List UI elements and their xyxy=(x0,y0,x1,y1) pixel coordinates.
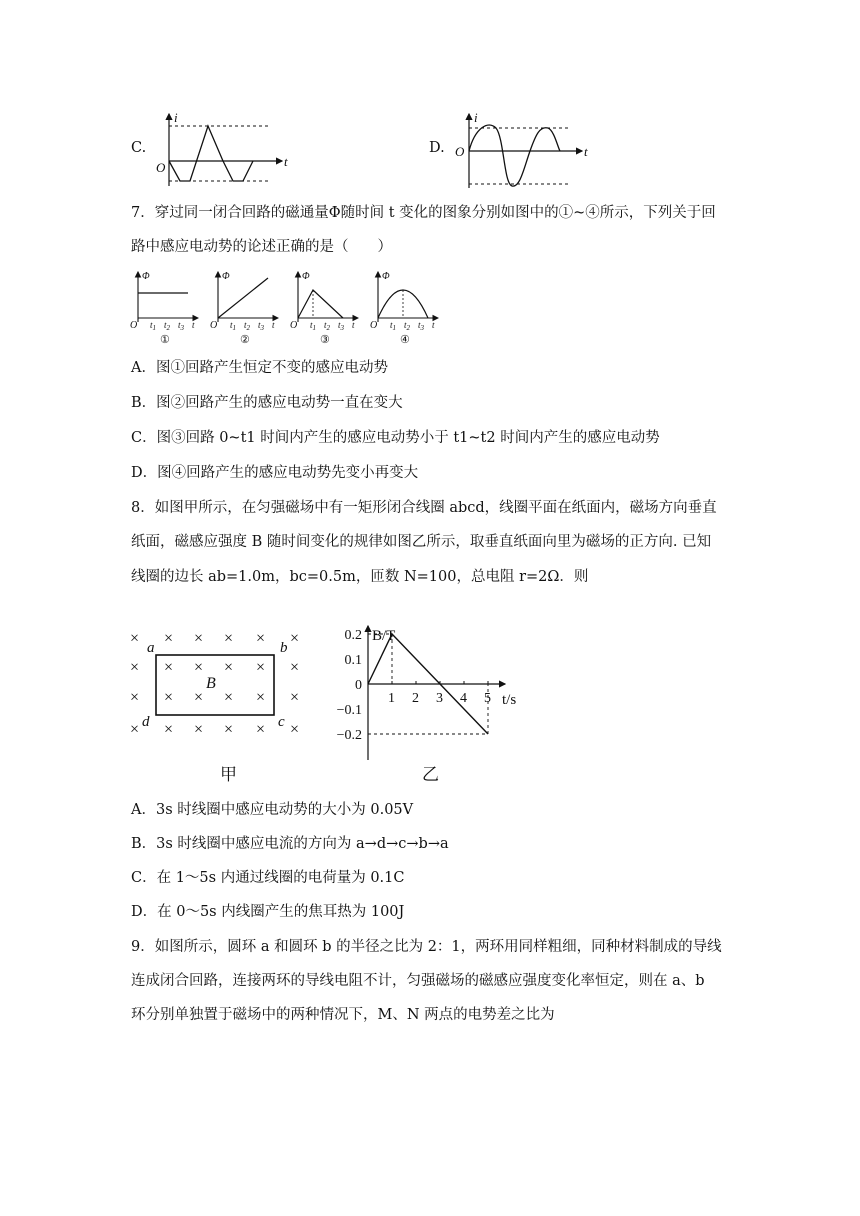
svg-text:×: × xyxy=(290,721,300,738)
flux-graph-1 xyxy=(130,271,198,346)
svg-text:×: × xyxy=(256,689,266,706)
svg-text:×: × xyxy=(256,630,266,647)
svg-text:×: × xyxy=(290,630,300,647)
coil-label-d: d xyxy=(142,714,150,730)
y-tick-label: 0.1 xyxy=(344,653,362,668)
q8-line1: 8．如图甲所示，在匀强磁场中有一矩形闭合线圈 abcd，线圈平面在纸面内，磁场方向垂直 xyxy=(131,500,717,516)
q8-option-a: A．3s 时线圈中感应电动势的大小为 0.05V xyxy=(131,802,414,818)
svg-text:t2: $t_2$ xyxy=(244,320,251,332)
svg-text:×: × xyxy=(224,659,234,676)
svg-text:O: O xyxy=(370,320,378,331)
svg-text:t1: $t_1$ xyxy=(230,320,237,332)
svg-text:Φ: Φ xyxy=(142,271,150,282)
y-tick-label: −0.1 xyxy=(336,703,362,718)
svg-text:×: × xyxy=(194,630,204,647)
coil-label-B: B xyxy=(206,675,216,692)
svg-text:×: × xyxy=(194,721,204,738)
option-d-label: D. xyxy=(429,140,445,156)
svg-text:t2: $t_2$ xyxy=(404,320,411,332)
svg-text:×: × xyxy=(164,689,174,706)
q9-line2: 连成闭合回路，连接两环的导线电阻不计，匀强磁场的磁感应强度变化率恒定，则在 a、b xyxy=(131,973,705,989)
q7-option-c: C．图③回路 0~t1 时间内产生的感应电动势小于 t1~t2 时间内产生的感应电动势 xyxy=(131,430,660,446)
c-axis-t: t xyxy=(284,154,288,169)
svg-text:×: × xyxy=(224,689,234,706)
svg-text:t3: $t_3$ xyxy=(258,320,265,332)
q9-line1: 9．如图所示，圆环 a 和圆环 b 的半径之比为 2：1，两环用同样粗细，同种材料制成的导线 xyxy=(131,939,722,955)
flux-graph-4-label: ④ xyxy=(400,334,410,346)
svg-text:×: × xyxy=(164,721,174,738)
x-tick-label: 2 xyxy=(412,691,419,706)
svg-text:t3: $t_3$ xyxy=(338,320,345,332)
y-tick-label: 0 xyxy=(355,678,362,693)
svg-text:×: × xyxy=(130,721,140,738)
flux-graph-4 xyxy=(370,271,438,346)
fig-caption-right: 乙 xyxy=(422,765,439,784)
d-axis-i: i xyxy=(474,110,478,125)
b-t-chart xyxy=(330,620,530,785)
svg-text:×: × xyxy=(130,659,140,676)
fig-caption-left: 甲 xyxy=(220,765,237,784)
coil-label-b: b xyxy=(280,640,288,656)
svg-text:Φ: Φ xyxy=(222,271,230,282)
svg-text:×: × xyxy=(164,659,174,676)
y-axis-label: B/T xyxy=(372,628,396,644)
svg-text:O: O xyxy=(130,320,138,331)
svg-text:×: × xyxy=(290,689,300,706)
coil-label-c: c xyxy=(278,714,285,730)
q8-option-c: C．在 1～5s 内通过线圈的电荷量为 0.1C xyxy=(131,870,405,886)
q9-line3: 环分别单独置于磁场中的两种情况下，M、N 两点的电势差之比为 xyxy=(131,1007,555,1023)
svg-text:×: × xyxy=(194,659,204,676)
svg-text:×: × xyxy=(164,630,174,647)
svg-text:×: × xyxy=(256,659,266,676)
svg-text:×: × xyxy=(194,689,204,706)
svg-text:O: O xyxy=(290,320,298,331)
q7-flux-graphs xyxy=(128,266,448,346)
svg-text:Φ: Φ xyxy=(382,271,390,282)
svg-text:×: × xyxy=(224,721,234,738)
q8-option-b: B．3s 时线圈中感应电流的方向为 a→d→c→b→a xyxy=(131,836,449,852)
x-tick-label: 5 xyxy=(484,691,491,706)
svg-text:×: × xyxy=(224,630,234,647)
svg-text:t1: $t_1$ xyxy=(150,320,157,332)
svg-text:×: × xyxy=(130,689,140,706)
svg-text:t3: $t_3$ xyxy=(418,320,425,332)
x-tick-label: 3 xyxy=(436,691,443,706)
flux-graph-3 xyxy=(290,271,358,346)
c-origin: O xyxy=(156,160,166,175)
option-d-graph xyxy=(450,108,600,190)
svg-text:t: t xyxy=(432,320,435,330)
svg-text:t2: $t_2$ xyxy=(324,320,331,332)
svg-text:t2: $t_2$ xyxy=(164,320,171,332)
option-c-label: C. xyxy=(131,140,147,156)
svg-text:t1: $t_1$ xyxy=(390,320,397,332)
svg-text:Φ: Φ xyxy=(302,271,310,282)
svg-text:t3: $t_3$ xyxy=(178,320,185,332)
svg-text:t: t xyxy=(272,320,275,330)
svg-text:×: × xyxy=(290,659,300,676)
q7-line1: 7．穿过同一闭合回路的磁通量Φ随时间 t 变化的图象分别如图中的①~④所示，下列关于回 xyxy=(131,205,716,221)
svg-text:×: × xyxy=(256,721,266,738)
c-axis-i: i xyxy=(174,110,178,125)
q7-option-a: A．图①回路产生恒定不变的感应电动势 xyxy=(131,360,388,376)
x-axis-label: t/s xyxy=(502,692,517,708)
flux-graph-3-label: ③ xyxy=(320,334,330,346)
q7-line2: 路中感应电动势的论述正确的是（ ） xyxy=(131,239,392,255)
q8-line2: 纸面，磁感应强度 B 随时间变化的规律如图乙所示，取垂直纸面向里为磁场的正方向. 已知 xyxy=(131,534,712,550)
svg-text:t: t xyxy=(192,320,195,330)
flux-graph-2 xyxy=(210,271,278,346)
q8-line3: 线圈的边长 ab=1.0m，bc=0.5m，匝数 N=100，总电阻 r=2Ω．则 xyxy=(131,569,589,585)
option-c-graph xyxy=(150,108,300,190)
y-tick-label: −0.2 xyxy=(336,728,362,743)
flux-graph-2-label: ② xyxy=(240,334,250,346)
y-tick-label: 0.2 xyxy=(344,628,362,643)
svg-text:O: O xyxy=(210,320,218,331)
svg-text:×: × xyxy=(130,630,140,647)
coil-label-a: a xyxy=(147,640,155,656)
q7-option-d: D．图④回路产生的感应电动势先变小再变大 xyxy=(131,465,419,481)
q8-option-d: D．在 0～5s 内线圈产生的焦耳热为 100J xyxy=(131,904,405,920)
coil-figure xyxy=(128,620,313,785)
d-axis-t: t xyxy=(584,144,588,159)
x-tick-label: 4 xyxy=(460,691,467,706)
flux-graph-1-label: ① xyxy=(160,334,170,346)
svg-text:t1: $t_1$ xyxy=(310,320,317,332)
q7-option-b: B．图②回路产生的感应电动势一直在变大 xyxy=(131,395,403,411)
x-tick-label: 1 xyxy=(388,691,395,706)
svg-text:t: t xyxy=(352,320,355,330)
d-origin: O xyxy=(455,144,465,159)
